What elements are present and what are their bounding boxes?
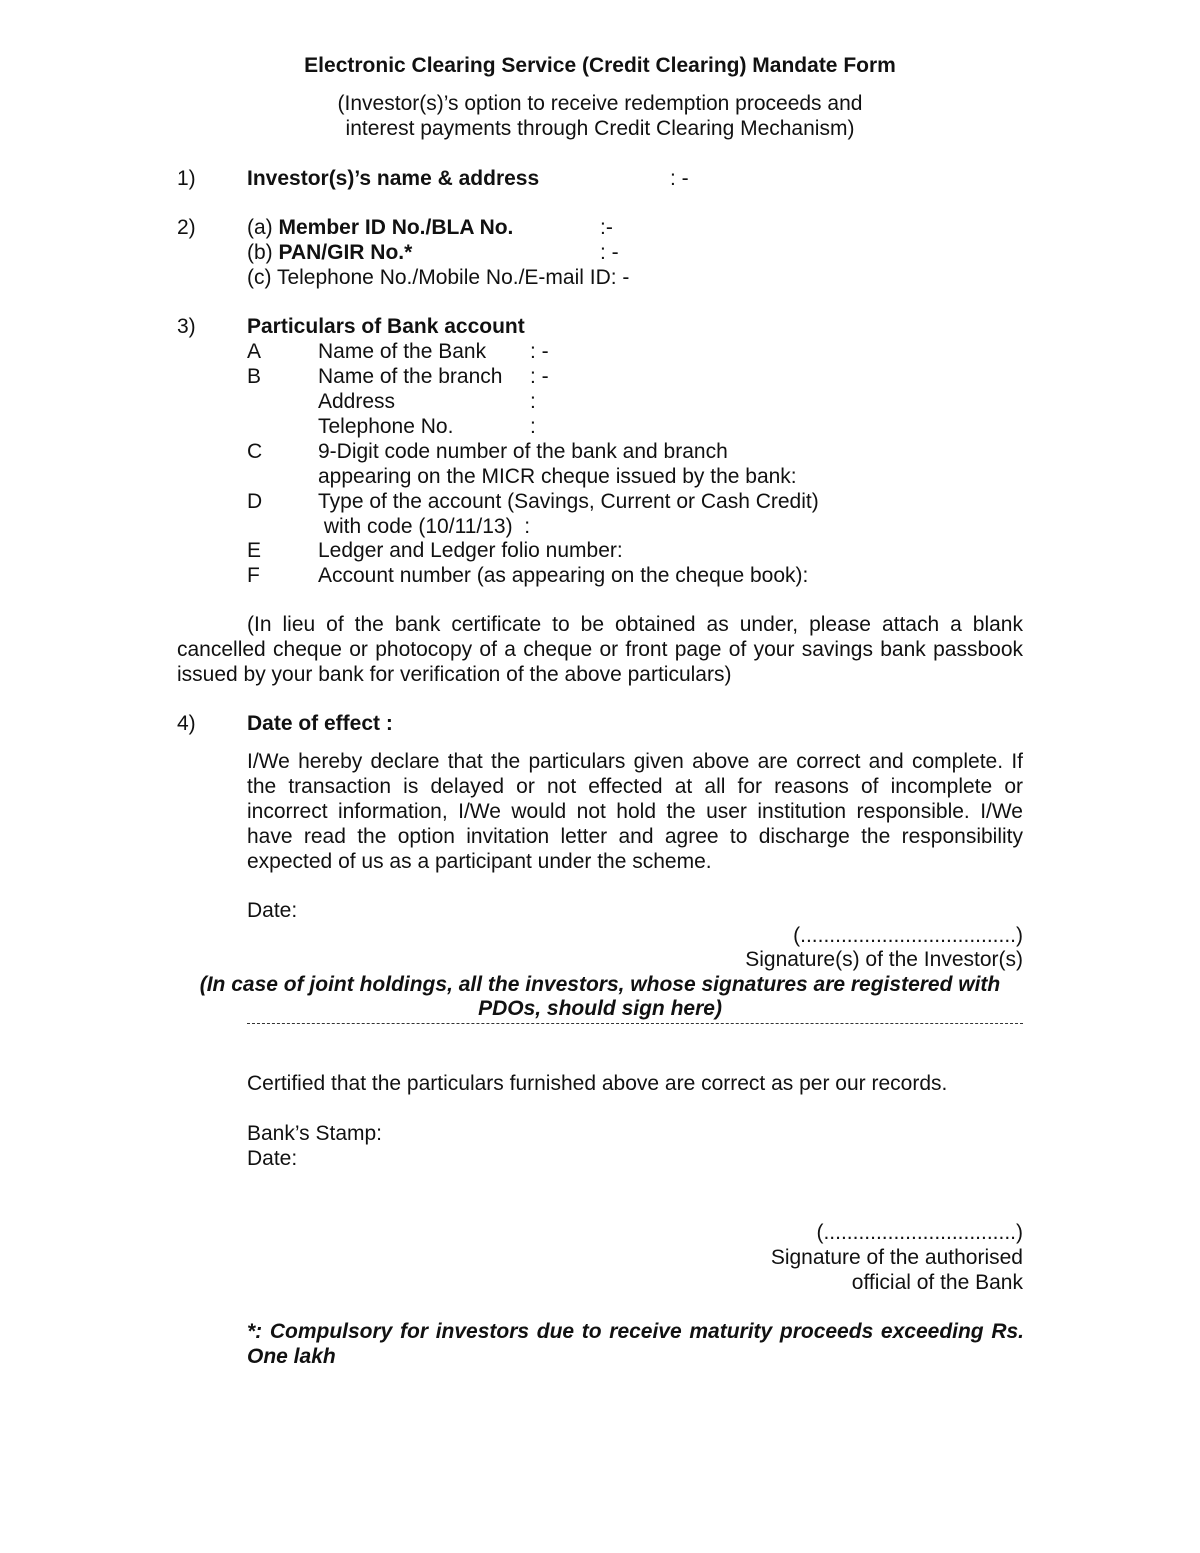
bank-signature-caption-line-2: official of the Bank <box>851 1271 1023 1294</box>
investor-name-address-separator: : - <box>670 167 689 190</box>
branch-address-label: Address <box>318 390 396 413</box>
account-type-label-line-2: with code (10/11/13) : <box>318 515 531 538</box>
contact-details-label: (c) Telephone No./Mobile No./E-mail ID: - <box>247 266 630 289</box>
bank-stamp-label: Bank’s Stamp: <box>247 1122 383 1145</box>
date-of-effect-heading: Date of effect : <box>247 712 393 735</box>
section-1-number: 1) <box>177 167 196 190</box>
cancelled-cheque-note: (In lieu of the bank certificate to be obtained as under, please attach a blank cancelled cheque or photocopy of a cheque or front page of your savings bank passbook issued by your bank for verification of the above particulars) <box>177 613 1023 686</box>
branch-name-label: Name of the branch <box>318 365 503 388</box>
member-id-label: Member ID No./BLA No. <box>278 216 514 239</box>
compulsory-footnote <box>247 1319 1024 1369</box>
bank-name-separator: : - <box>530 340 549 363</box>
branch-name-separator: : - <box>530 365 549 388</box>
joint-holdings-note-line-1: (In case of joint holdings, all the investors, whose signatures are registered with <box>199 973 1001 996</box>
member-id-prefix: (a) <box>247 216 279 239</box>
bank-signature-line: (.................................) <box>816 1221 1023 1244</box>
investor-signature-caption: Signature(s) of the Investor(s) <box>745 948 1023 971</box>
member-id-row <box>247 215 513 240</box>
investor-signature-line: (.....................................) <box>793 924 1023 947</box>
bank-item-letter: F <box>247 564 260 587</box>
joint-holdings-note-line-2: PDOs, should sign here) <box>478 997 722 1020</box>
declaration-paragraph: I/We hereby declare that the particulars given above are correct and complete. If the transaction is delayed or not effected at all for reasons of incomplete or incorrect information, I/We would not hold the user institution responsible. I/We have read the option invitation letter and agree to discharge the responsibility expected of us as a participant under the scheme. <box>247 750 1023 873</box>
bank-item-letter: D <box>247 490 263 513</box>
pan-gir-separator: : - <box>600 241 619 264</box>
branch-telephone-separator: : <box>530 415 536 438</box>
bank-item-letter: E <box>247 539 262 562</box>
ledger-folio-label: Ledger and Ledger folio number: <box>318 539 623 562</box>
bank-section-divider <box>247 1023 1023 1024</box>
micr-code-label-line-1: 9-Digit code number of the bank and branch <box>318 440 728 463</box>
pan-gir-prefix: (b) <box>247 241 279 264</box>
section-3-number: 3) <box>177 315 196 338</box>
subtitle-line-1: (Investor(s)’s option to receive redemption proceeds and <box>337 92 863 115</box>
bank-signature-caption-line-1: Signature of the authorised <box>770 1246 1023 1269</box>
footnote-marker: *: <box>247 1320 263 1343</box>
subtitle-line-2: interest payments through Credit Clearing Mechanism) <box>345 117 855 140</box>
bank-date-label: Date: <box>247 1147 298 1170</box>
account-type-label-line-1: Type of the account (Savings, Current or Cash Credit) <box>318 490 819 513</box>
section-2-number: 2) <box>177 216 196 239</box>
bank-certification-text: Certified that the particulars furnished above are correct as per our records. <box>247 1072 948 1095</box>
footnote-text: Compulsory for investors due to receive maturity proceeds exceeding Rs. One lakh <box>247 1320 1024 1368</box>
micr-code-label-line-2: appearing on the MICR cheque issued by the bank: <box>318 465 797 488</box>
bank-item-letter: A <box>247 340 262 363</box>
pan-gir-label: PAN/GIR No.* <box>278 241 413 264</box>
branch-address-separator: : <box>530 390 536 413</box>
member-id-separator: :- <box>600 216 613 239</box>
section-4-number: 4) <box>177 712 196 735</box>
pan-gir-row <box>247 240 412 265</box>
bank-name-label: Name of the Bank <box>318 340 487 363</box>
account-number-label: Account number (as appearing on the cheque book): <box>318 564 809 587</box>
bank-item-letter: B <box>247 365 262 388</box>
investor-date-label: Date: <box>247 899 298 922</box>
form-title: Electronic Clearing Service (Credit Clearing) Mandate Form <box>304 54 896 77</box>
investor-name-address-label: Investor(s)’s name & address <box>247 167 540 190</box>
branch-telephone-label: Telephone No. <box>318 415 454 438</box>
bank-item-letter: C <box>247 440 263 463</box>
bank-particulars-heading: Particulars of Bank account <box>247 315 525 338</box>
